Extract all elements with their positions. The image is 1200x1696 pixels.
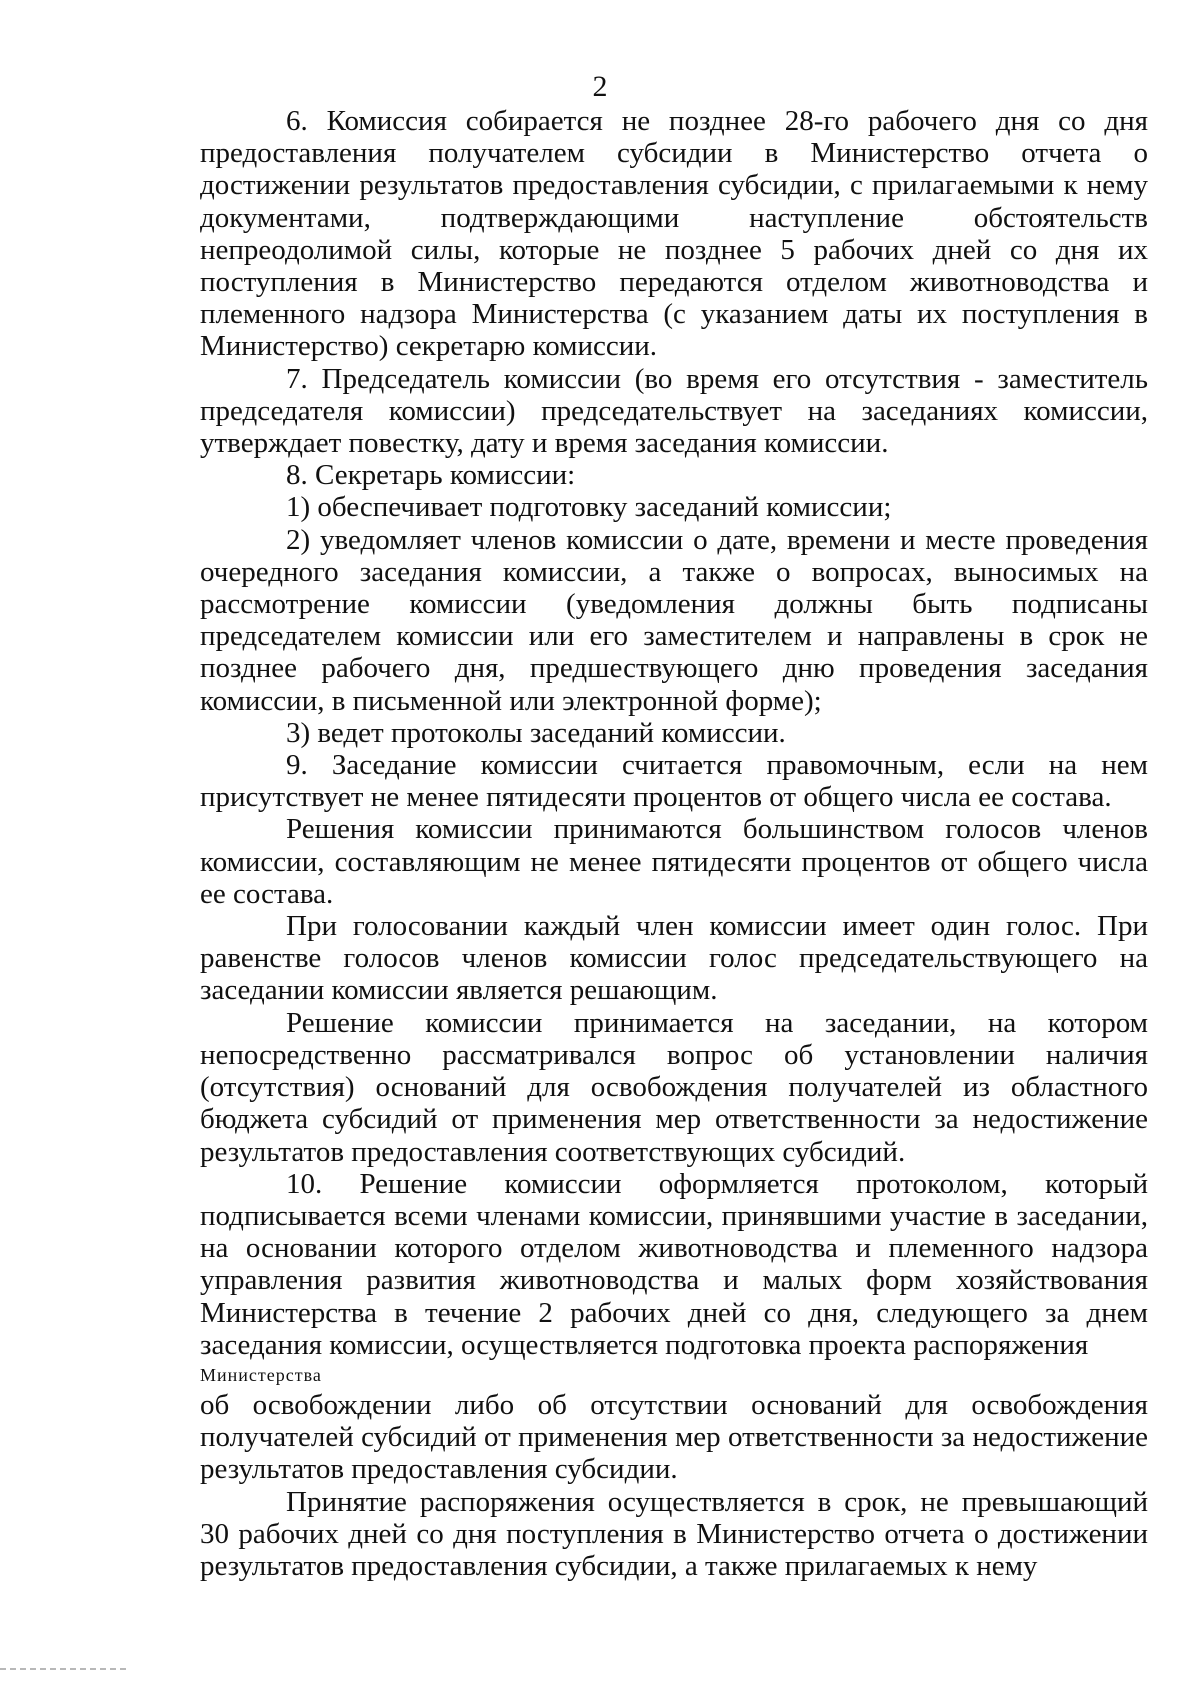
paragraph-8-item-3: 3) ведет протоколы заседаний комиссии. [286,716,786,749]
paragraph-8-item-2: 2) уведомляет членов комиссии о дате, времени и месте проведения очередного заседания комиссии, а также о вопросах, выносимых на рассмотрение комиссии (уведомления должны быть подписаны председателем комиссии или его заместителем и направлены в срок не позднее рабочего дня, предшествующего дню проведения заседания комиссии, в письменной или электронной форме); [200,523,1148,717]
paragraph-8: 8. Секретарь комиссии: [286,459,576,492]
paragraph-order-adoption: Принятие распоряжения осуществляется в срок, не превышающий 30 рабочих дней со дня поступления в Министерство отчета о достижении результатов предоставления субсидии, а также прилагаемых к нему [200,1485,1148,1582]
paragraph-10-continuation: об освобождении либо об отсутствии оснований для освобождения получателей субсидий от применения мер ответственности за недостижение результатов предоставления субсидии. [200,1388,1148,1486]
paragraph-10: 10. Решение комиссии оформляется протоколом, который подписывается всеми членами комиссии, принявшими участие в заседании, на основании которого отделом животноводства и племенного надзора управления развития животноводства и малых форм хозяйствования Министерства в течение 2 рабочих дней со дня, следующего за днем заседания комиссии, осуществляется подготовка проекта распоряжения [200,1167,1148,1361]
inserted-word: Министерства [200,1364,322,1385]
document-body [200,105,1148,1582]
scan-edge-mark [0,1668,130,1670]
paragraph-7: 7. Председатель комиссии (во время его отсутствия - заместитель председателя комиссии) председательствует на заседаниях комиссии, утверждает повестку, дату и время заседания комиссии. [200,362,1148,460]
paragraph-6: 6. Комиссия собирается не позднее 28-го рабочего дня со дня предоставления получателем субсидии в Министерство отчета о достижении результатов предоставления субсидии, с прилагаемыми к нему документами, подтверждающими наступление обстоятельств непреодолимой силы, которые не позднее 5 рабочих дней со дня их поступления в Министерство передаются отделом животноводства и племенного надзора Министерства (с указанием даты их поступления в Министерство) секретарю комиссии. [200,105,1148,363]
paragraph-9: 9. Заседание комиссии считается правомочным, если на нем присутствует не менее пятидесяти процентов от общего числа ее состава. [200,749,1148,814]
paragraph-9-voting: При голосовании каждый член комиссии имеет один голос. При равенстве голосов членов комиссии голос председательствующего на заседании комиссии является решающим. [200,910,1148,1007]
page-number: 2 [592,70,608,103]
paragraph-9-decisions: Решения комиссии принимаются большинством голосов членов комиссии, составляющим не менее пятидесяти процентов от общего числа ее состава. [200,813,1148,910]
paragraph-8-item-1: 1) обеспечивает подготовку заседаний комиссии; [286,491,892,524]
paragraph-9-decision-taken: Решение комиссии принимается на заседании, на котором непосредственно рассматривался вопрос об установлении наличия (отсутствия) оснований для освобождения получателей из областного бюджета субсидий от применения мер ответственности за недостижение результатов предоставления соответствующих субсидий. [200,1006,1148,1168]
